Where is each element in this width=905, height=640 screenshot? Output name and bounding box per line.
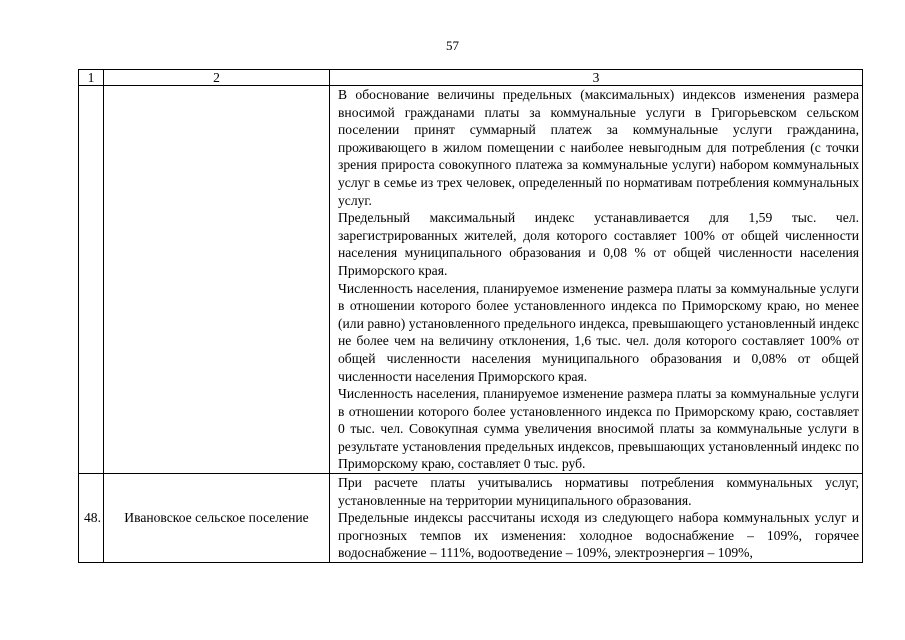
- paragraph: Предельный максимальный индекс устанавливается для 1,59 тыс. чел. зарегистрированных жителей, доля которого составляет 100% от общей численности населения муниципального образования и 0,08 % от общей численности населения Приморского края.: [338, 210, 859, 278]
- row-number-cell: 48.: [79, 474, 104, 563]
- row-description-cell: [330, 86, 863, 474]
- row-name-cell: Ивановское сельское поселение: [104, 474, 330, 563]
- table-row: [79, 474, 863, 563]
- paragraph: Численность населения, планируемое изменение размера платы за коммунальные услуги в отношении которого более установленного индекса по Приморскому краю, но менее (или равно) установленного предельного индекса, превышающего установленный индекс не более чем на величину отклонения, 1,6 тыс. чел. доля которого составляет 100% от общей численности населения муниципального образования и 0,08% от общей численности населения Приморского края.: [338, 280, 859, 384]
- table-row: [79, 86, 863, 474]
- row-name-cell: [104, 86, 330, 474]
- paragraph: Предельные индексы рассчитаны исходя из следующего набора коммунальных услуг и прогнозных темпов их изменения: холодное водоснабжение – 109%, горячее водоснабжение – 111%, водоотведение – 109%, электроэнергия – 109%,: [338, 510, 859, 561]
- row-description-cell: [330, 474, 863, 563]
- column-header-1: 1: [79, 70, 104, 86]
- document-table: [78, 69, 863, 563]
- paragraph: При расчете платы учитывались нормативы потребления коммунальных услуг, установленные на территории муниципального образования.: [338, 475, 859, 508]
- paragraph: В обоснование величины предельных (максимальных) индексов изменения размера вносимой гражданами платы за коммунальные услуги в Григорьевском сельском поселении принят суммарный платеж за коммунальные услуги гражданина, проживающего в жилом помещении с наиболее невыгодным для потребления (с точки зрения прироста совокупного платежа за коммунальные услуги) набором коммунальных услуг в семье из трех человек, определенный по нормативам потребления коммунальных услуг.: [338, 87, 859, 208]
- table-header-row: [79, 70, 863, 86]
- row-number-cell: [79, 86, 104, 474]
- page-number: 57: [446, 38, 459, 53]
- column-header-2: 2: [104, 70, 330, 86]
- column-header-3: 3: [330, 70, 863, 86]
- paragraph: Численность населения, планируемое изменение размера платы за коммунальные услуги в отношении которого более установленного индекса по Приморскому краю, составляет 0 тыс. чел. Совокупная сумма увеличения вносимой платы за коммунальные услуги в результате установления предельных индексов, превышающих установленный индекс по Приморскому краю, составляет 0 тыс. руб.: [338, 386, 859, 472]
